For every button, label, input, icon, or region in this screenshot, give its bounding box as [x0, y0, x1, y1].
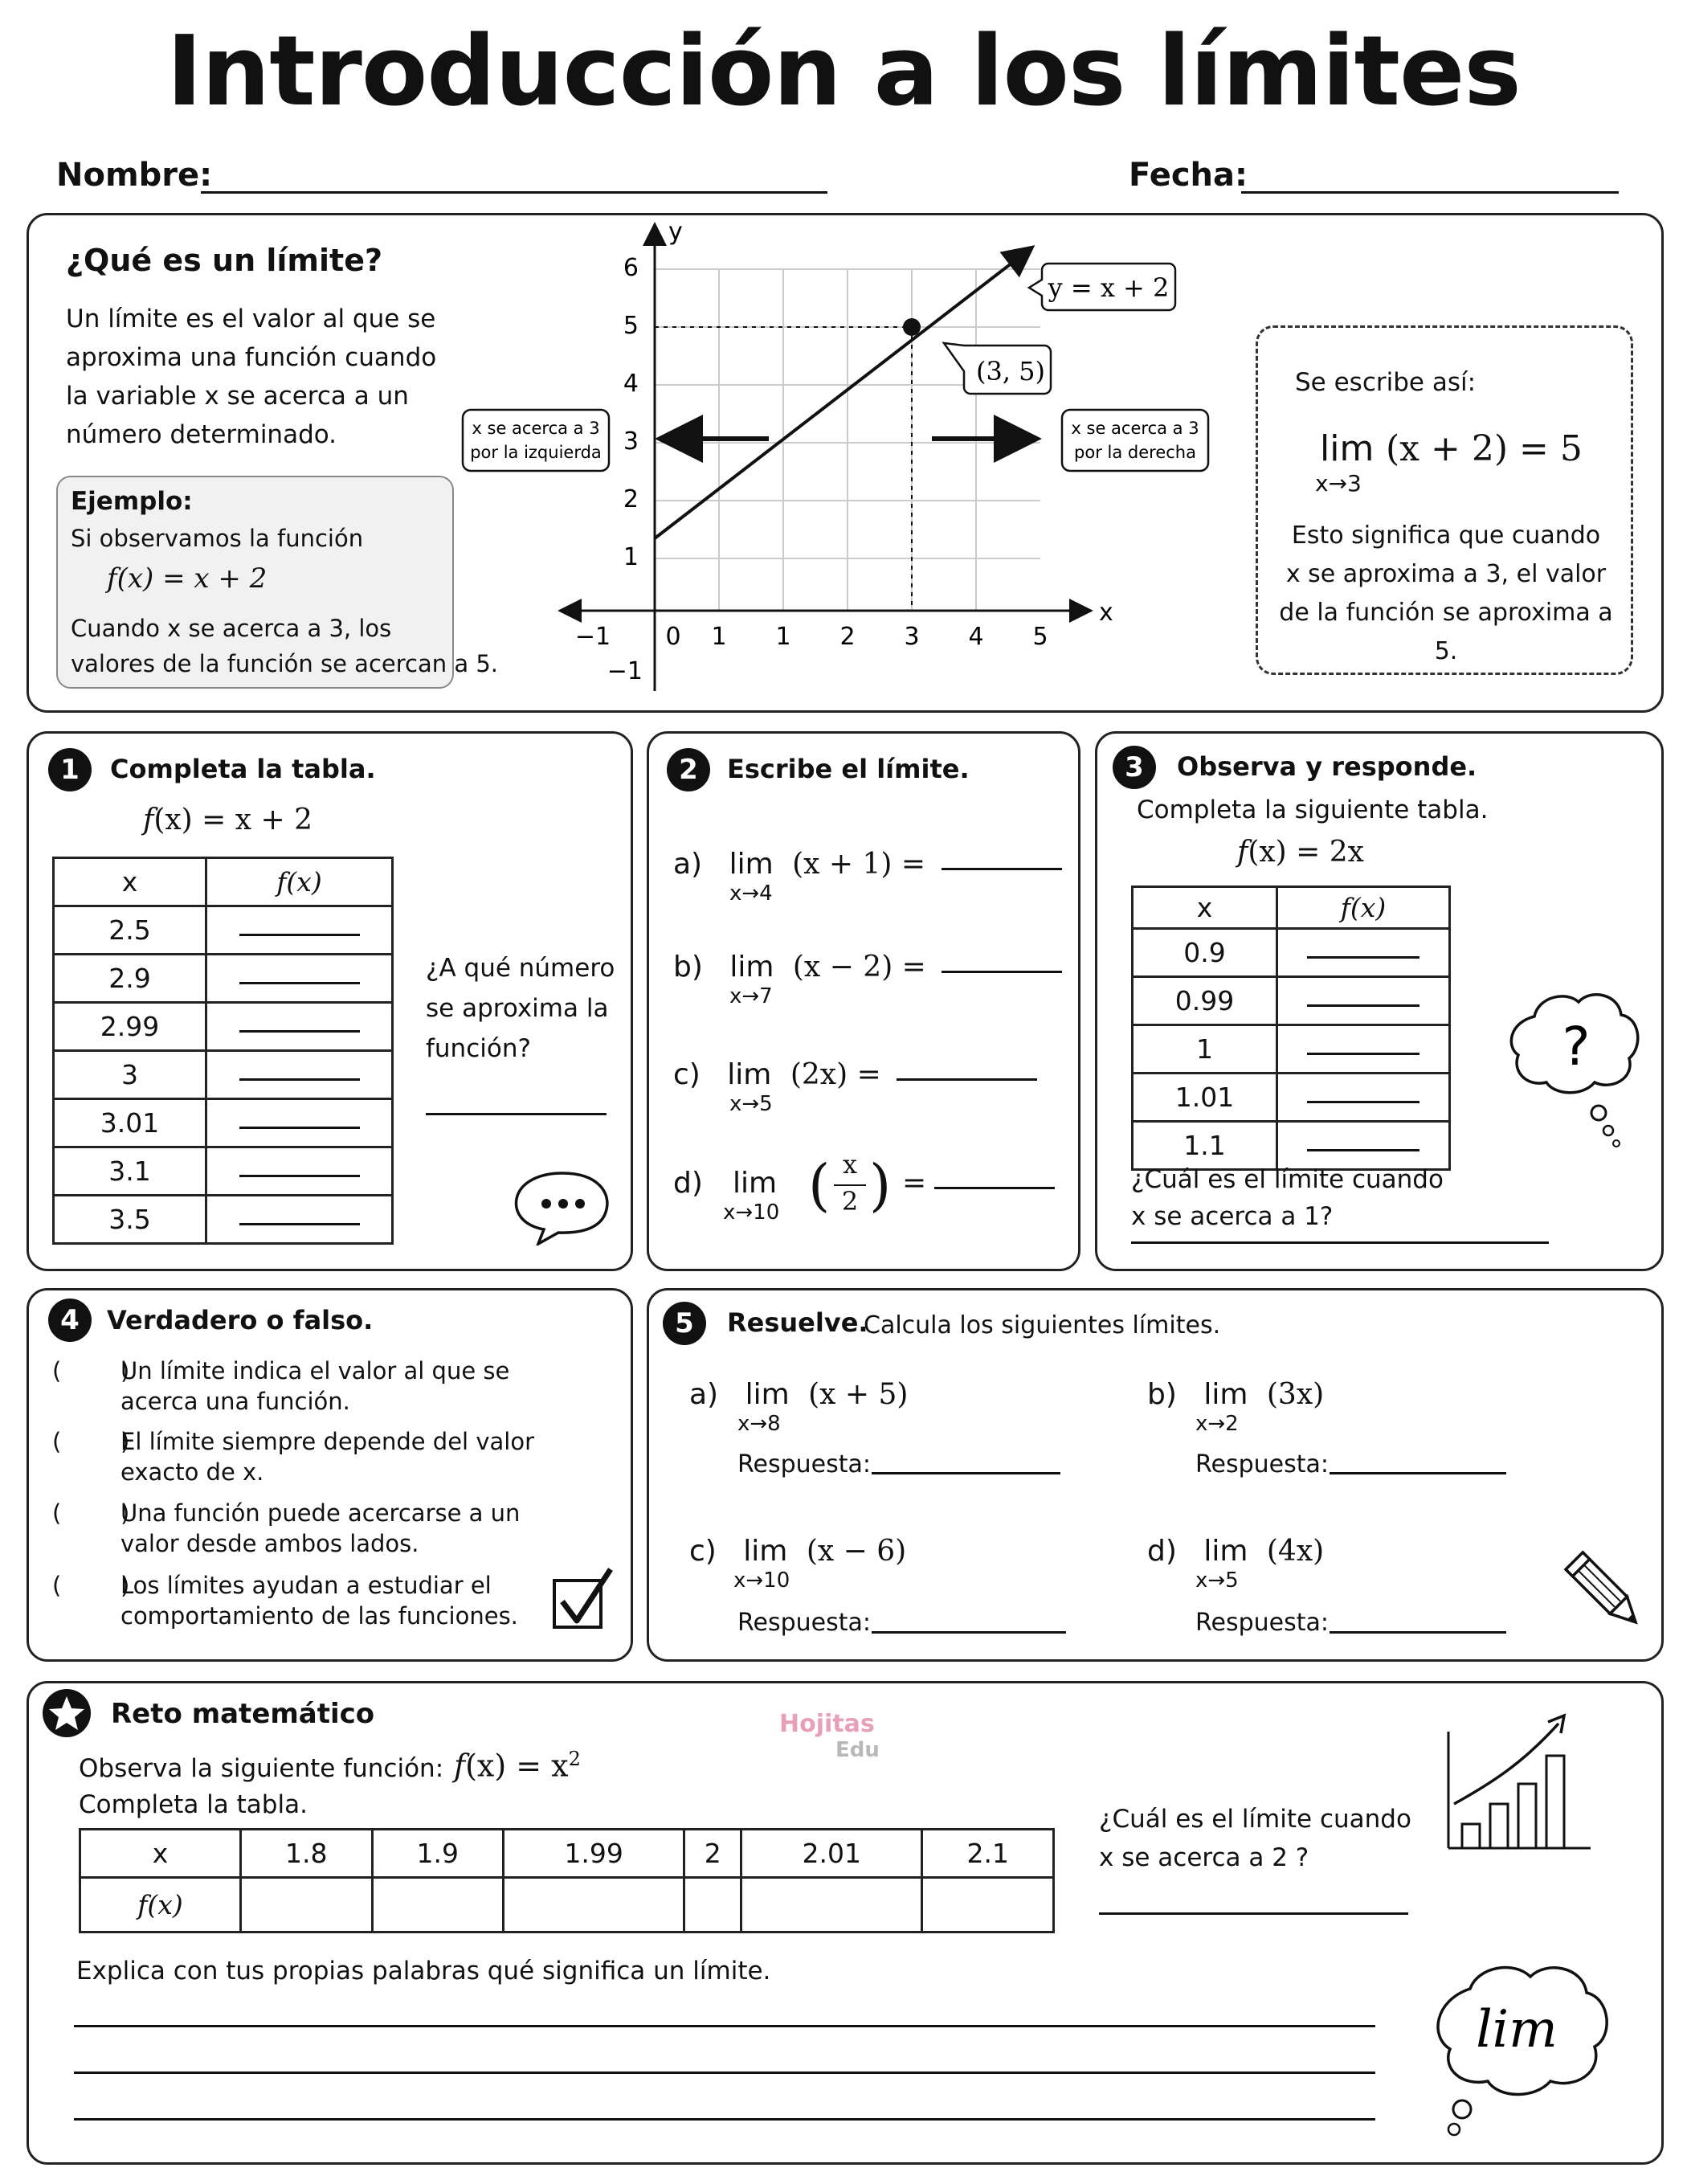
answer-line[interactable] — [872, 1472, 1060, 1474]
svg-text:3: 3 — [623, 427, 639, 456]
intro-line: número determinado. — [66, 420, 337, 449]
pencil-icon — [1562, 1547, 1651, 1635]
answer-cell[interactable] — [1277, 929, 1450, 977]
notation-heading: Se escribe así: — [1295, 368, 1477, 397]
challenge-title: Reto matemático — [111, 1698, 375, 1730]
exercise-3-table — [1131, 885, 1451, 1171]
svg-text:lim: lim — [1476, 2000, 1558, 2059]
intro-line: Un límite es el valor al que se — [66, 305, 436, 333]
watermark-logo: Hojitas — [779, 1710, 875, 1738]
table-cell: 3.5 — [54, 1196, 206, 1244]
table-header: x — [1133, 887, 1277, 929]
table-cell: 1.99 — [504, 1830, 684, 1878]
exercise-5-item-a: a) lim (x + 5) x→8 — [689, 1378, 909, 1436]
intro-paragraph — [66, 300, 436, 454]
answer-cell[interactable] — [504, 1878, 684, 1932]
answer-cell[interactable] — [684, 1878, 741, 1932]
table-cell: 0.9 — [1133, 929, 1277, 977]
example-function: f(x) = x + 2 — [107, 562, 268, 595]
svg-text:x se acerca a 3: x se acerca a 3 — [472, 419, 600, 438]
exercise-5-item-c: c) lim (x − 6) x→10 — [689, 1535, 907, 1593]
svg-text:y = x + 2: y = x + 2 — [1048, 272, 1170, 303]
exercise-4-title: Verdadero o falso. — [107, 1305, 374, 1335]
notation-expression: (x + 2) = 5 — [1386, 428, 1583, 469]
challenge-function: $f(x) = x^2$ — [454, 1748, 581, 1784]
table-cell: 1.8 — [241, 1830, 373, 1878]
svg-text:x se acerca a 3: x se acerca a 3 — [1071, 419, 1199, 438]
intro-line: la variable x se acerca a un — [66, 382, 409, 411]
exercise-5-title: Resuelve. — [727, 1307, 868, 1338]
answer-label: Respuesta: — [737, 1450, 871, 1478]
example-line: Si observamos la función — [71, 525, 364, 552]
svg-text:2: 2 — [623, 485, 639, 513]
answer-label: Respuesta: — [1195, 1450, 1329, 1478]
watermark-logo-sub: Edu — [835, 1738, 880, 1762]
exercise-number-2: 2 — [667, 748, 710, 791]
writing-line[interactable] — [74, 2025, 1375, 2027]
table-cell: 2.9 — [54, 955, 206, 1003]
table-cell: 2 — [684, 1830, 741, 1878]
exercise-2-title: Escribe el límite. — [727, 754, 970, 784]
exercise-3-question: ¿Cuál es el límite cuando x se acerca a 1? — [1131, 1165, 1444, 1231]
intro-line: aproxima una función cuando — [66, 343, 437, 372]
notation-meaning: Esto significa que cuando x se aproxima a 3, el valor de la función se aproxima a 5. — [1279, 521, 1613, 665]
answer-cell[interactable] — [206, 1003, 393, 1051]
true-false-item[interactable]: ( ) Una función puede acercarse a un valor desde ambos lados. — [52, 1499, 521, 1557]
notation-lim: lim — [1320, 428, 1375, 469]
true-false-item[interactable]: ( ) El límite siempre depende del valor exacto de x. — [52, 1428, 534, 1486]
answer-cell[interactable] — [1277, 1025, 1450, 1074]
true-false-item[interactable]: ( ) Los límites ayudan a estudiar el comportamiento de las funciones. — [52, 1572, 518, 1630]
table-cell: 2.01 — [741, 1830, 922, 1878]
exercise-number-5: 5 — [663, 1302, 706, 1345]
answer-cell[interactable] — [206, 1099, 393, 1147]
answer-cell[interactable] — [206, 1147, 393, 1196]
x-axis-label: x — [1099, 599, 1113, 627]
svg-text:por la derecha: por la derecha — [1074, 443, 1196, 462]
answer-line[interactable] — [872, 1631, 1066, 1634]
answer-cell[interactable] — [1277, 1074, 1450, 1122]
exercise-5-item-d: d) lim (4x) x→5 — [1147, 1535, 1325, 1593]
star-icon — [42, 1688, 92, 1738]
exercise-2-item-a: a) lim (x + 1) = x→4 — [673, 848, 1062, 881]
example-conclusion: Cuando x se acerca a 3, los valores de la función se acercan a 5. — [71, 615, 498, 677]
challenge-observe: Observa la siguiente función: — [79, 1754, 444, 1783]
notation-sub: x→3 — [1315, 470, 1362, 497]
svg-text:−1: −1 — [607, 657, 643, 685]
name-field[interactable] — [201, 191, 827, 194]
exercise-3-subtitle: Completa la siguiente tabla. — [1137, 795, 1489, 824]
answer-cell[interactable] — [206, 906, 393, 955]
table-cell: 1.1 — [1133, 1122, 1277, 1170]
exercise-1-title: Completa la tabla. — [110, 754, 376, 784]
point-label-callout — [944, 343, 1051, 394]
svg-text:1: 1 — [711, 623, 727, 651]
answer-cell[interactable] — [206, 1051, 393, 1099]
svg-text:2: 2 — [839, 623, 856, 651]
table-cell: 2.5 — [54, 906, 206, 955]
table-cell: 1 — [1133, 1025, 1277, 1074]
challenge-complete: Completa la tabla. — [79, 1790, 308, 1819]
svg-text:4: 4 — [968, 623, 984, 651]
answer-label: Respuesta: — [1195, 1609, 1329, 1637]
answer-cell[interactable] — [206, 1196, 393, 1244]
writing-line[interactable] — [74, 2072, 1375, 2074]
line-label-callout — [1029, 264, 1175, 310]
table-cell: 3 — [54, 1051, 206, 1099]
exercise-number-1: 1 — [48, 748, 92, 791]
svg-text:−1: −1 — [574, 623, 611, 651]
writing-line[interactable] — [74, 2118, 1375, 2121]
exercise-2-item-b: b) lim (x − 2) = x→7 — [673, 951, 1062, 984]
svg-text:1: 1 — [775, 623, 791, 651]
svg-text:3: 3 — [904, 623, 920, 651]
svg-text:por la izquierda: por la izquierda — [470, 443, 602, 462]
exercise-2-item-c: c) lim (2x) = x→5 — [673, 1058, 1037, 1091]
svg-text:?: ? — [1562, 1016, 1591, 1078]
exercise-1-question: ¿A qué número se aproxima la función? — [426, 954, 615, 1063]
challenge-question: ¿Cuál es el límite cuando x se acerca a 2 ? — [1099, 1805, 1411, 1872]
table-cell: 3.1 — [54, 1147, 206, 1196]
answer-line[interactable] — [1330, 1472, 1506, 1474]
exercise-5-item-b: b) lim (3x) x→2 — [1147, 1378, 1325, 1436]
exercise-number-4: 4 — [48, 1299, 92, 1342]
limit-point — [903, 318, 921, 336]
table-cell: 3.01 — [54, 1099, 206, 1147]
challenge-explain: Explica con tus propias palabras qué significa un límite. — [76, 1957, 771, 1986]
answer-cell[interactable] — [922, 1878, 1054, 1932]
lim-cloud-icon — [1422, 1957, 1623, 2145]
answer-cell[interactable] — [241, 1878, 373, 1932]
table-header: f(x) — [80, 1878, 241, 1932]
answer-cell[interactable] — [1277, 977, 1450, 1025]
svg-text:4: 4 — [623, 370, 639, 398]
answer-label: Respuesta: — [737, 1609, 871, 1637]
table-cell: 2.1 — [922, 1830, 1054, 1878]
name-label: Nombre: — [56, 157, 213, 194]
example-title: Ejemplo: — [71, 487, 193, 516]
svg-text:1: 1 — [623, 543, 639, 571]
x-tick-labels — [575, 623, 1048, 651]
left-note — [463, 410, 609, 471]
answer-cell[interactable] — [741, 1878, 922, 1932]
exercise-number-3: 3 — [1113, 746, 1156, 789]
speech-bubble-icon — [510, 1165, 615, 1245]
exercise-3-function: f(x) = 2x — [1237, 836, 1364, 869]
answer-cell[interactable] — [206, 955, 393, 1003]
svg-text:5: 5 — [1032, 623, 1048, 651]
table-cell: 0.99 — [1133, 977, 1277, 1025]
table-header: x — [80, 1830, 241, 1878]
exercise-3-answer-line[interactable] — [1131, 1241, 1549, 1244]
y-axis-label: y — [668, 218, 683, 246]
svg-text:(3, 5): (3, 5) — [975, 356, 1046, 386]
right-note — [1062, 410, 1208, 471]
exercise-3-title: Observa y responde. — [1177, 751, 1477, 782]
svg-text:0: 0 — [665, 623, 681, 651]
exercise-5-subtitle: Calcula los siguientes límites. — [864, 1311, 1221, 1339]
svg-text:5: 5 — [623, 312, 639, 340]
table-header: f(x) — [1277, 887, 1450, 929]
table-header: f(x) — [206, 858, 393, 906]
table-header: x — [54, 858, 206, 906]
limit-graph — [450, 217, 1237, 699]
exercise-1-function: f(x) = x + 2 — [143, 804, 313, 836]
challenge-table — [79, 1828, 1055, 1933]
exercise-1-table — [52, 857, 394, 1245]
challenge-answer-line[interactable] — [1099, 1912, 1408, 1915]
date-label: Fecha: — [1129, 157, 1248, 194]
answer-cell[interactable] — [372, 1878, 504, 1932]
intro-heading: ¿Qué es un límite? — [66, 243, 383, 278]
svg-text:6: 6 — [623, 254, 639, 282]
table-cell: 1.01 — [1133, 1074, 1277, 1122]
y-tick-labels — [607, 254, 643, 685]
table-cell: 2.99 — [54, 1003, 206, 1051]
bar-chart-growth-icon — [1442, 1708, 1595, 1852]
exercise-1-answer-line[interactable] — [426, 1113, 607, 1115]
date-field[interactable] — [1241, 191, 1619, 194]
thought-cloud-icon — [1502, 984, 1647, 1153]
checkbox-check-icon — [546, 1563, 619, 1635]
table-cell: 1.9 — [372, 1830, 504, 1878]
answer-line[interactable] — [1330, 1631, 1506, 1634]
page-title: Introducción a los límites — [166, 16, 1521, 128]
true-false-item[interactable]: ( ) Un límite indica el valor al que se acerca una función. — [52, 1357, 510, 1415]
